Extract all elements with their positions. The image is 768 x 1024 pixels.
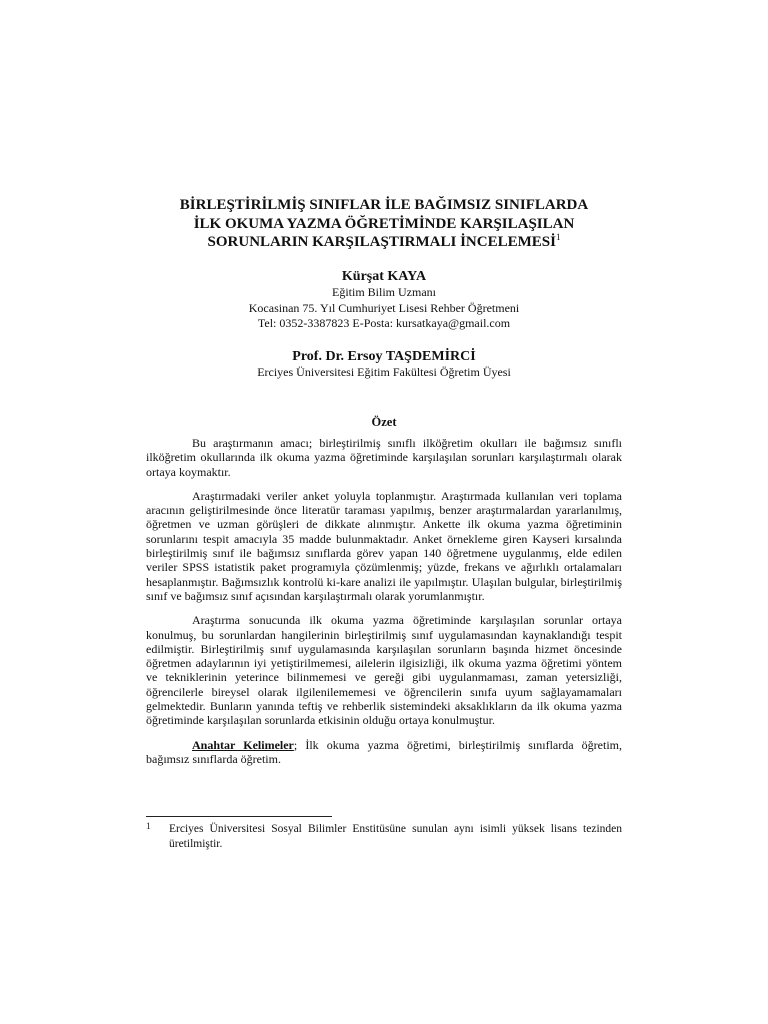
abstract-paragraph-1: Bu araştırmanın amacı; birleştirilmiş sınıflı ilköğretim okulları ile bağımsız sınıflı ilköğretim okullarında ilk okuma yazma öğretiminde karşılaşılan sorunları karşılaştırmalı olarak ortaya koymaktır. [146,436,622,479]
author-title: Eğitim Bilim Uzmanı [332,285,436,299]
paper-title [120,196,648,252]
author-name: Prof. Dr. Ersoy TAŞDEMİRCİ [292,349,476,364]
abstract-paragraph-3: Araştırma sonucunda ilk okuma yazma öğretiminde karşılaşılan sorunlar ortaya konulmuş, bu sorunlardan hangilerinin birleştirilmiş sınıf uygulamasından kaynaklandığı tespit edilmiştir. Birleştirilmiş sınıf uygulamasında karşılaşılan sorunların başında hizmet öncesinde öğretmen adaylarının iyi yetiştirilmemesi, ailelerin ilgisizliği, ilk okuma yazma öğretimi yöntem ve tekniklerinin yeterince bilinmemesi ve gereği gibi uygulanmaması, zaman yetersizliği, öğrencilerle bireysel olarak ilgilenilememesi ve öğrencilerin sınıfa uyum sağlayamamaları gelmektedir. Bunların yanında teftiş ve rehberlik sistemindeki aksaklıkların da ilk okuma yazma öğretiminde karşılaşılan sorunlarda etkisinin olduğu ortaya konulmuştur. [146,613,622,728]
abstract-paragraph-2: Araştırmadaki veriler anket yoluyla toplanmıştır. Araştırmada kullanılan veri toplama aracının geliştirilmesinde önce literatür taraması yapılmış, benzer araştırmalardan yararlanılmış, öğretmen ve uzman görüşleri de dikkate alınmıştır. Ankette ilk okuma yazma öğretiminin sorunlarını tespit amacıyla 35 madde bulunmaktadır. Anket örnekleme giren Kayseri kırsalında birleştirilmiş sınıf ile bağımsız sınıflarda görev yapan 140 öğretmene uygulanmış, elde edilen veriler SPSS istatistik paket programıyla çözümlenmiş; yüzde, frekans ve ağırlıklı ortalamaları hesaplanmıştır. Bağımsızlık kontrolü ki-kare analizi ile yapılmıştır. Ulaşılan bulgular, birleştirilmiş sınıf ve bağımsız sınıf açısından karşılaştırmalı olarak yorumlanmıştır. [146,488,622,603]
author-block-2 [120,348,648,381]
keywords-label: Anahtar Kelimeler [192,737,294,752]
author-affiliation: Erciyes Üniversitesi Eğitim Fakültesi Öğretim Üyesi [257,365,511,379]
footnote-separator [146,816,332,817]
abstract-heading: Özet [371,415,397,429]
author-name: Kürşat KAYA [341,269,427,284]
author-block-1 [120,268,648,332]
title-footnote-ref: 1 [555,232,561,242]
title-line-1: BİRLEŞTİRİLMİŞ SINIFLAR İLE BAĞIMSIZ SINIFLARDA [179,197,589,213]
footnote [146,822,622,852]
abstract-body [146,436,622,776]
footnote-mark: 1 [146,821,151,831]
footnote-text: Erciyes Üniversitesi Sosyal Bilimler Enstitüsüne sunulan aynı isimli yüksek lisans tezinden üretilmiştir. [169,823,622,850]
author-contact: Tel: 0352-3387823 E-Posta: kursatkaya@gmail.com [257,316,511,330]
keywords-paragraph [146,738,622,767]
author-affiliation: Kocasinan 75. Yıl Cumhuriyet Lisesi Rehber Öğretmeni [248,300,520,315]
title-line-3: SORUNLARIN KARŞILAŞTIRMALI İNCELEMESİ [207,234,556,250]
keywords-text: ; İlk okuma yazma öğretimi, birleştirilmiş sınıflarda öğretim, bağımsız sınıflarda öğretim. [146,737,623,766]
title-line-2: İLK OKUMA YAZMA ÖĞRETİMİNDE KARŞILAŞILAN [193,215,575,232]
